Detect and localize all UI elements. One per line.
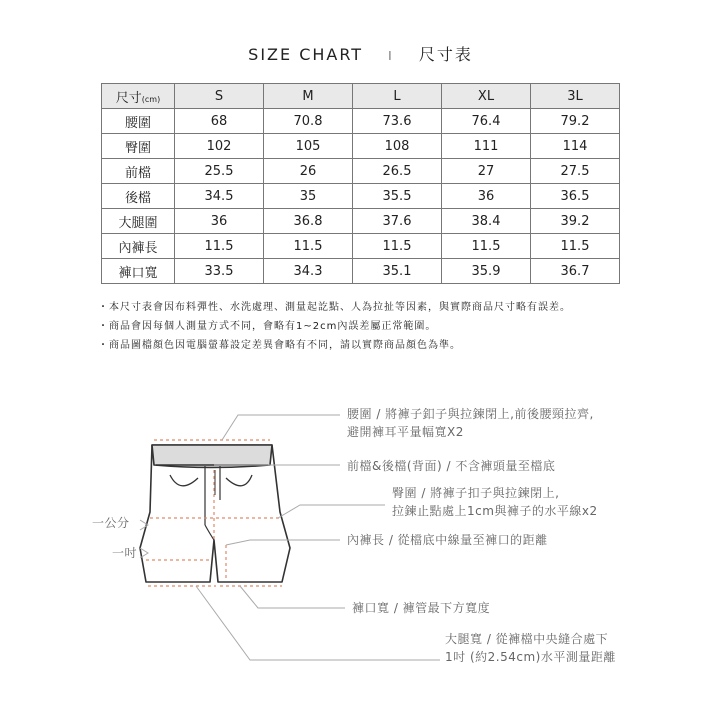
annotation-leg-opening: 褲口寬 / 褲管最下方寬度 [352,601,491,615]
header-unit: (cm) [141,94,161,104]
annotation-thigh [445,630,616,666]
row-label: 臀圍 [102,134,175,159]
column-header: L [353,84,442,109]
left-label-one-cm: 一公分 [92,516,130,530]
table-cell: 36.7 [531,259,620,284]
table-cell: 36 [442,184,531,209]
annotation-waist [347,405,594,441]
table-cell: 111 [442,134,531,159]
table-cell: 35.1 [353,259,442,284]
table-cell: 68 [175,109,264,134]
table-cell: 36 [175,209,264,234]
table-corner-cell [102,84,175,109]
table-cell: 11.5 [442,234,531,259]
table-cell: 79.2 [531,109,620,134]
title-en: SIZE CHART [248,45,364,64]
table-cell: 102 [175,134,264,159]
chart-title [0,42,721,65]
notes [98,298,571,355]
table-row [102,259,620,284]
annotation-thigh-line2: 1吋 (約2.54cm)水平測量距離 [445,650,616,664]
table-cell: 36.8 [264,209,353,234]
annotation-rise: 前檔&後檔(背面) / 不含褲頭量至檔底 [347,459,556,473]
column-header: 3L [531,84,620,109]
left-label-one-inch: 一吋 [112,546,138,560]
table-cell: 11.5 [353,234,442,259]
title-zh: 尺寸表 [418,45,473,64]
row-label: 褲口寬 [102,259,175,284]
column-header: S [175,84,264,109]
table-cell: 11.5 [264,234,353,259]
annotation-hip-line1: 臀圍 / 將褲子扣子與拉鍊閉上, [392,486,560,500]
table-cell: 39.2 [531,209,620,234]
annotation-inseam: 內褲長 / 從檔底中線量至褲口的距離 [347,533,548,547]
table-cell: 114 [531,134,620,159]
annotation-thigh-line1: 大腿寬 / 從褲檔中央縫合處下 [445,632,609,646]
table-row [102,234,620,259]
header-label: 尺寸 [115,90,142,106]
table-cell: 25.5 [175,159,264,184]
column-header: M [264,84,353,109]
table-row [102,134,620,159]
table-cell: 108 [353,134,442,159]
table-cell: 73.6 [353,109,442,134]
row-label: 後檔 [102,184,175,209]
row-label: 前檔 [102,159,175,184]
annotation-hip [392,484,598,520]
table-row [102,109,620,134]
note-item: ・商品圖檔顏色因電腦螢幕設定差異會略有不同，請以實際商品顏色為準。 [98,340,461,351]
title-separator: I [388,49,394,63]
column-header: XL [442,84,531,109]
shorts-illustration [140,445,290,582]
annotation-hip-line2: 拉鍊止點處上1cm與褲子的水平線x2 [392,504,598,518]
table-cell: 11.5 [531,234,620,259]
row-label: 腰圍 [102,109,175,134]
table-cell: 35 [264,184,353,209]
table-cell: 35.9 [442,259,531,284]
row-label: 內褲長 [102,234,175,259]
table-row [102,184,620,209]
annotation-waist-line2: 避開褲耳平量幅寬X2 [347,425,464,439]
table-cell: 34.5 [175,184,264,209]
row-label: 大腿圍 [102,209,175,234]
table-cell: 26.5 [353,159,442,184]
table-cell: 26 [264,159,353,184]
size-table [101,83,620,284]
table-cell: 38.4 [442,209,531,234]
table-cell: 76.4 [442,109,531,134]
table-cell: 70.8 [264,109,353,134]
table-row [102,209,620,234]
note-item: ・商品會因每個人測量方式不同，會略有1~2cm內誤差屬正常範圍。 [98,321,437,332]
table-cell: 33.5 [175,259,264,284]
note-item: ・本尺寸表會因布料彈性、水洗處理、測量起訖點、人為拉扯等因素，與實際商品尺寸略有誤差。 [98,302,571,313]
table-cell: 34.3 [264,259,353,284]
table-cell: 35.5 [353,184,442,209]
table-cell: 105 [264,134,353,159]
table-cell: 27.5 [531,159,620,184]
table-cell: 36.5 [531,184,620,209]
annotation-waist-line1: 腰圍 / 將褲子釦子與拉鍊閉上,前後腰頸拉齊, [347,407,594,421]
table-cell: 11.5 [175,234,264,259]
table-row [102,159,620,184]
table-cell: 27 [442,159,531,184]
table-cell: 37.6 [353,209,442,234]
table-header-row [102,84,620,109]
